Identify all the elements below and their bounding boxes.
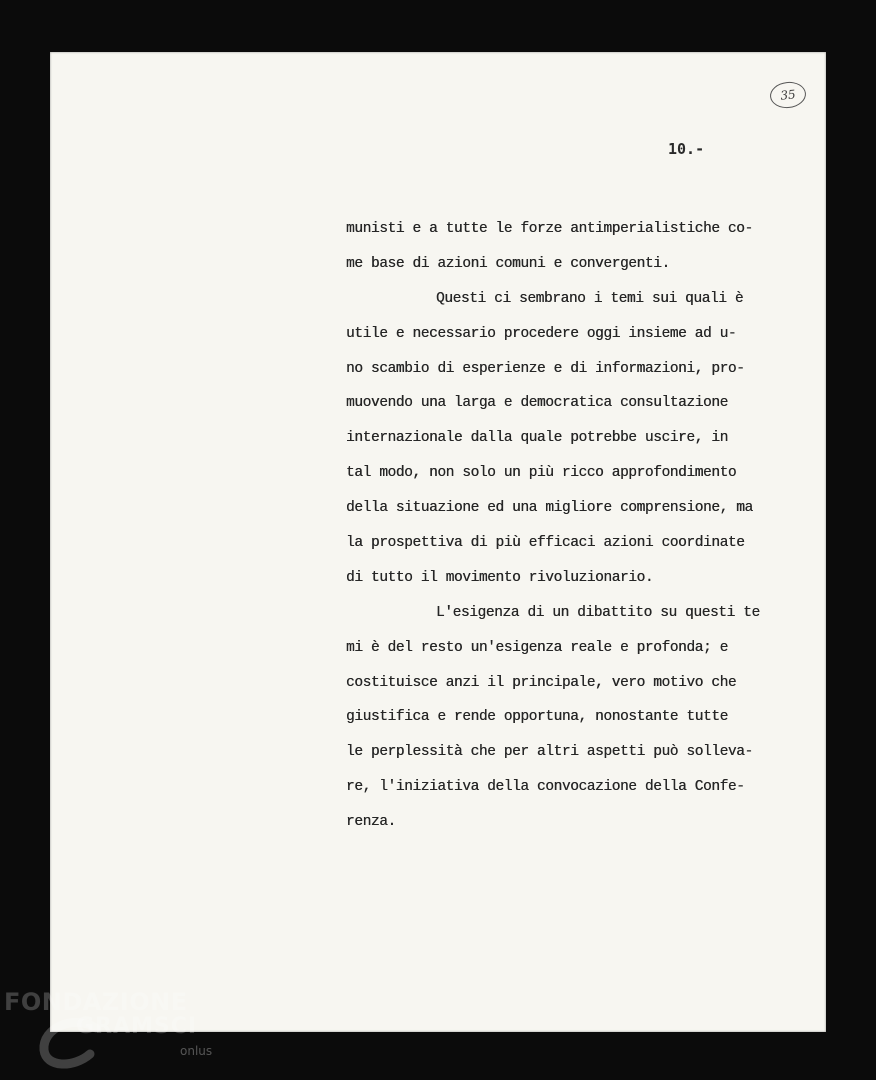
text-line: utile e necessario procedere oggi insieme ad u- (346, 325, 737, 342)
text-line: L'esigenza di un dibattito su questi te (436, 604, 760, 621)
text-line: no scambio di esperienze e di informazioni, pro- (346, 360, 745, 377)
text-line: costituisce anzi il principale, vero motivo che (346, 674, 737, 691)
text-line: internazionale dalla quale potrebbe uscire, in (346, 430, 728, 447)
text-line: le perplessità che per altri aspetti può solleva- (346, 744, 753, 761)
text-line: mi è del resto un'esigenza reale e profonda; e (346, 639, 728, 656)
page-number: 10.- (668, 140, 705, 158)
text-line: della situazione ed una migliore comprensione, ma (346, 500, 753, 517)
text-line: Questi ci sembrano i temi sui quali è (436, 290, 744, 307)
text-line: di tutto il movimento rivoluzionario. (346, 569, 654, 586)
archive-number-stamp: 35 (769, 80, 808, 110)
fondazione-gramsci-watermark (4, 988, 224, 1068)
text-line: re, l'iniziativa della convocazione della Confe- (346, 779, 745, 796)
document-page (50, 52, 826, 1032)
watermark-sub: onlus (180, 1044, 213, 1058)
text-line: muovendo una larga e democratica consultazione (346, 395, 728, 412)
text-line: giustifica e rende opportuna, nonostante tutte (346, 709, 728, 726)
watermark-line2: GRAMSCI (76, 1014, 198, 1039)
text-line: la prospettiva di più efficaci azioni coordinate (346, 535, 745, 552)
typed-body-text (346, 212, 806, 840)
text-line: munisti e a tutte le forze antimperialistiche co- (346, 221, 753, 237)
text-line: renza. (346, 814, 396, 831)
watermark-line1: FONDAZIONE (4, 988, 188, 1016)
text-line: me base di azioni comuni e convergenti. (346, 255, 670, 272)
text-line: tal modo, non solo un più ricco approfondimento (346, 465, 737, 482)
